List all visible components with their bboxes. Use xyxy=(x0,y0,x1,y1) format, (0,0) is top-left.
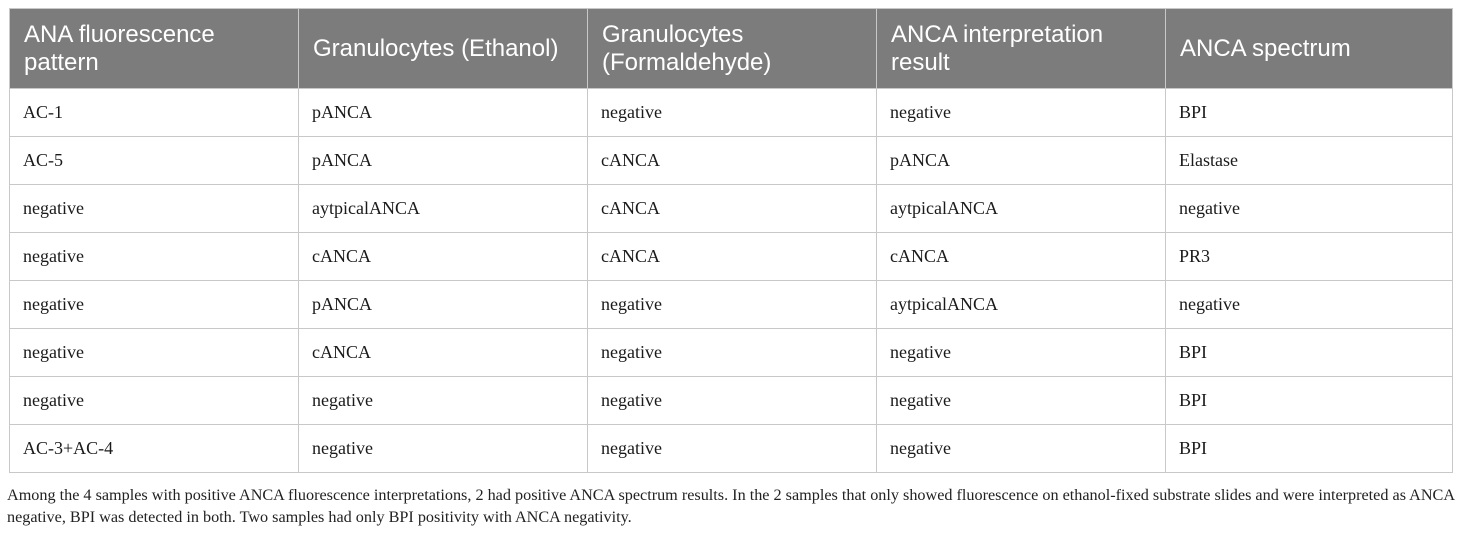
table-cell: negative xyxy=(10,281,299,329)
table-cell: pANCA xyxy=(877,137,1166,185)
results-table xyxy=(9,8,1453,473)
table-cell: AC-5 xyxy=(10,137,299,185)
table-cell: negative xyxy=(877,329,1166,377)
table-cell: negative xyxy=(10,233,299,281)
table-header xyxy=(10,9,1453,89)
table-cell: pANCA xyxy=(299,281,588,329)
table-cell: cANCA xyxy=(588,137,877,185)
table-row xyxy=(10,233,1453,281)
table-cell: pANCA xyxy=(299,89,588,137)
table-footnote: Among the 4 samples with positive ANCA fluorescence interpretations, 2 had positive ANCA spectrum results. In the 2 samples that only showed fluorescence on ethanol-fixed substrate slides and were interpreted as ANCA negative, BPI was detected in both. Two samples had only BPI positivity with ANCA negativity. xyxy=(7,486,1455,526)
table-cell: negative xyxy=(588,425,877,473)
table-cell: negative xyxy=(588,329,877,377)
table-row xyxy=(10,89,1453,137)
table-cell: aytpicalANCA xyxy=(877,185,1166,233)
header-granulocytes-ethanol: Granulocytes (Ethanol) xyxy=(299,9,588,89)
header-row xyxy=(10,9,1453,89)
table-row xyxy=(10,425,1453,473)
table-cell: negative xyxy=(588,281,877,329)
table-cell: negative xyxy=(1166,185,1453,233)
table-cell: pANCA xyxy=(299,137,588,185)
table-row xyxy=(10,137,1453,185)
header-granulocytes-formaldehyde: Granulocytes (Formaldehyde) xyxy=(588,9,877,89)
table-cell: negative xyxy=(10,377,299,425)
table-row xyxy=(10,281,1453,329)
table-cell: PR3 xyxy=(1166,233,1453,281)
results-table-container xyxy=(9,8,1452,473)
table-cell: negative xyxy=(1166,281,1453,329)
table-cell: negative xyxy=(588,377,877,425)
table-cell: AC-3+AC-4 xyxy=(10,425,299,473)
header-anca-spectrum: ANCA spectrum xyxy=(1166,9,1453,89)
header-anca-interpretation-result: ANCA interpretation result xyxy=(877,9,1166,89)
table-cell: cANCA xyxy=(588,185,877,233)
table-cell: aytpicalANCA xyxy=(299,185,588,233)
table-cell: cANCA xyxy=(299,329,588,377)
table-cell: AC-1 xyxy=(10,89,299,137)
table-row xyxy=(10,185,1453,233)
table-cell: BPI xyxy=(1166,425,1453,473)
table-cell: negative xyxy=(588,89,877,137)
table-cell: negative xyxy=(877,89,1166,137)
table-cell: negative xyxy=(10,185,299,233)
table-cell: aytpicalANCA xyxy=(877,281,1166,329)
table-body xyxy=(10,89,1453,473)
table-cell: Elastase xyxy=(1166,137,1453,185)
table-cell: BPI xyxy=(1166,329,1453,377)
table-row xyxy=(10,329,1453,377)
table-cell: negative xyxy=(299,377,588,425)
table-cell: BPI xyxy=(1166,89,1453,137)
table-cell: cANCA xyxy=(299,233,588,281)
table-cell: negative xyxy=(877,377,1166,425)
table-row xyxy=(10,377,1453,425)
table-cell: cANCA xyxy=(877,233,1166,281)
table-cell: negative xyxy=(299,425,588,473)
table-cell: BPI xyxy=(1166,377,1453,425)
header-ana-fluorescence-pattern: ANA fluorescence pattern xyxy=(10,9,299,89)
table-cell: cANCA xyxy=(588,233,877,281)
table-cell: negative xyxy=(10,329,299,377)
table-cell: negative xyxy=(877,425,1166,473)
